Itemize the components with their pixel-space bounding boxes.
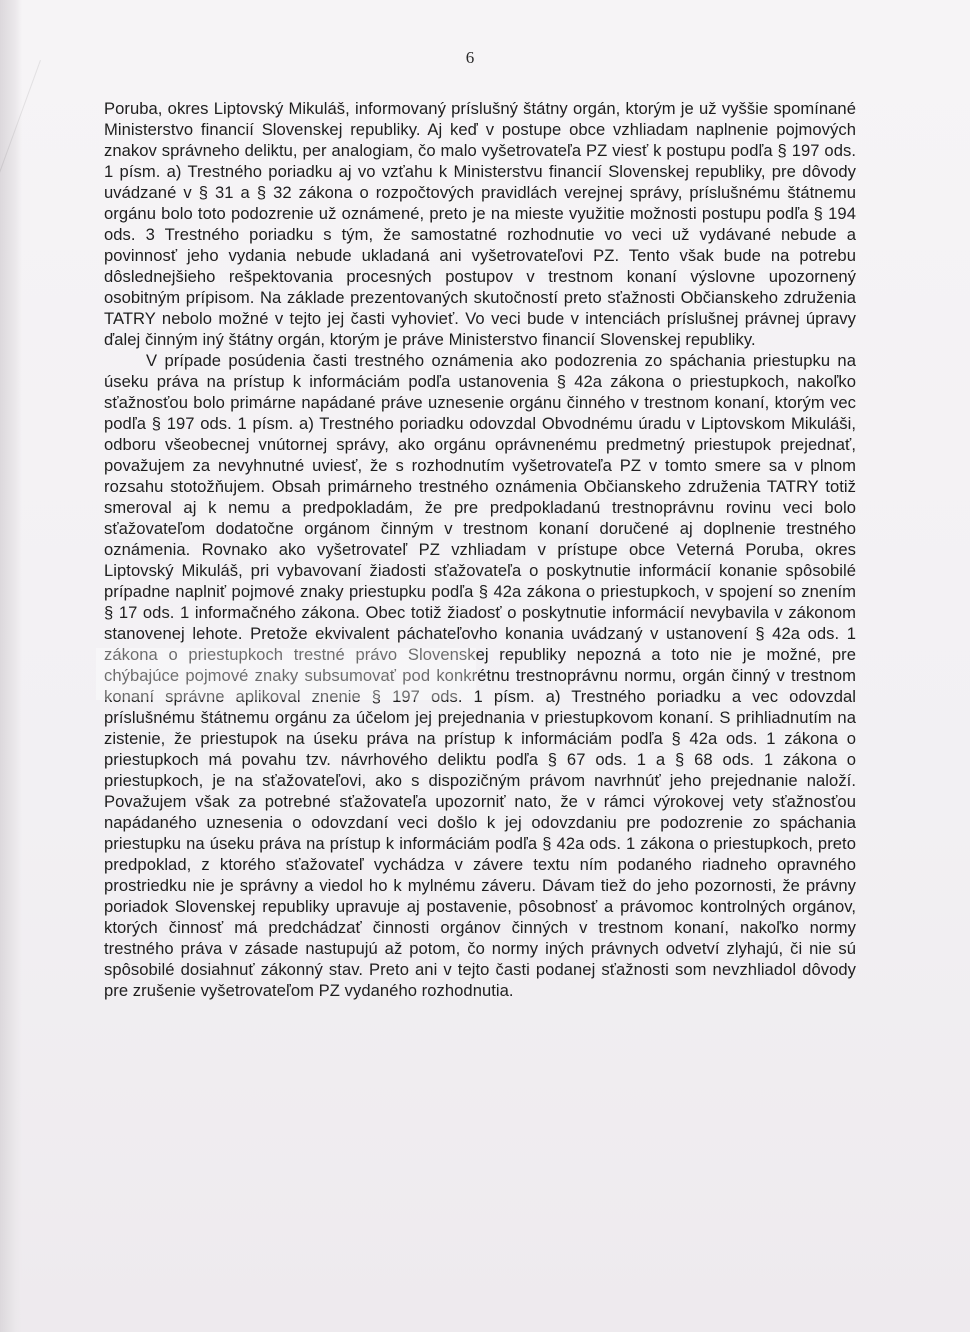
page-number: 6: [465, 48, 475, 67]
paper-edge-shadow: [0, 0, 22, 1332]
paragraph-misdemeanor-assessment: V prípade posúdenia časti trestného oznámenia ako podozrenia zo spáchania priestupku na úseku práva na prístup k informáciám podľa ustanovenia § 42a zákona o priestupkoch, nakoľko sťažnosťou bolo primárne napádané práve uznesenie orgánu činného v trestnom konaní, ktorým vec podľa § 197 ods. 1 písm. a) Trestného poriadku odovzdal Obvodnému úradu v Liptovskom Mikuláši, odboru všeobecnej vnútornej správy, ako orgánu oprávnenému predmetný priestupok prejednať, považujem za nevyhnutné uviesť, že s rozhodnutím vyšetrovateľa PZ v tomto smere sa v plnom rozsahu stotožňujem. Obsah primárneho trestného oznámenia Občianskeho združenia TATRY totiž smeroval aj k nemu a predpokladám, že pre predpokladanú trestnoprávnu rovinu veci bolo sťažovateľom dodatočne orgánom činným v trestnom konaní doručené aj doplnenie trestného oznámenia. Rovnako ako vyšetrovateľ PZ vzhliadam v prístupe obce Veterná Poruba, okres Liptovský Mikuláš, pri vybavovaní žiadosti sťažovateľa o poskytnutie informácií konanie spôsobilé prípadne naplniť pojmové znaky priestupku podľa § 42a zákona o priestupkoch, v spojení so znením § 17 ods. 1 informačného zákona. Obec totiž žiadosť o poskytnutie informácií nevybavila v zákonom stanovenej lehote. Pretože ekvivalent páchateľovho konania uvádzaný v ustanovení § 42a ods. 1 zákona o priestupkoch trestné právo Slovenskej republiky nepozná a toto nie je možné, pre chýbajúce pojmové znaky subsumovať pod konkrétnu trestnoprávnu normu, orgán činný v trestnom konaní správne aplikoval znenie § 197 ods. 1 písm. a) Trestného poriadku a vec odovzdal príslušnému štátnemu orgánu za účelom jej prejednania v priestupkovom konaní. S prihliadnutím na zistenie, že priestupok na úseku práva na prístup k informáciám podľa § 42a ods. 1 zákona o priestupkoch má povahu tzv. návrhového deliktu podľa § 67 ods. 1 a § 68 ods. 1 zákona o priestupkoch, je na sťažovateľovi, ako s dispozičným právom navrhnúť jeho prejednanie naloží. Považujem však za potrebné sťažovateľa upozorniť nato, že v rámci výrokovej vety sťažnosťou napádaného uznesenia o odovzdaní veci došlo k jej odovzdaniu pre podozrenie zo spáchania priestupku na úseku práva na prístup k informáciám podľa § 42a ods. 1 zákona o priestupkoch, preto predpoklad, z ktorého sťažovateľ vychádza v závere textu ním podaného riadneho opravného prostriedku nie je správny a viedol ho k mylnému záveru. Dávam tiež do jeho pozornosti, že právny poriadok Slovenskej republiky upravuje aj postavenie, pôsobnosť a právomoc kontrolných orgánov, ktorých činnosť má predchádzať činnosti orgánov činných v trestnom konaní, nakoľko normy trestného práva v zásade nastupujú až potom, čo normy iných právnych odvetví zlyhajú, či nie sú spôsobilé dosiahnuť zákonný stav. Preto ani v tejto časti podanej sťažnosti som nevzhliadol dôvody pre zrušenie vyšetrovateľom PZ vydaného rozhodnutia.: [104, 351, 856, 1000]
document-body: [104, 98, 856, 1001]
paragraph-continuation: Poruba, okres Liptovský Mikuláš, informovaný príslušný štátny orgán, ktorým je už vyššie spomínané Ministerstvo financií Slovenskej republiky. Aj keď v postupe obce vzhliadam naplnenie pojmových znakov správneho deliktu, per analogiam, čo malo vyšetrovateľa PZ viesť k postupu podľa § 197 ods. 1 písm. a) Trestného poriadku aj vo vzťahu k Ministerstvu financií Slovenskej republiky, pre dôvody uvádzané v § 31 a § 32 zákona o rozpočtových pravidlách verejnej správy, príslušnému štátnemu orgánu bolo toto podozrenie už oznámené, preto je na mieste využitie možnosti postupu podľa § 194 ods. 3 Trestného poriadku s tým, že samostatné rozhodnutie vo veci už vydávané nebude a povinnosť jeho vydania nebude ukladaná ani vyšetrovateľovi PZ. Tento však bude na potrebu dôslednejšieho rešpektovania procesných postupov v trestnom konaní výslovne upozornený osobitným prípisom. Na základe prezentovaných skutočností preto sťažnosti Občianskeho združenia TATRY nebolo možné v tejto jej časti vyhovieť. Vo veci bude v intenciách príslušnej právnej úpravy ďalej činným iný štátny orgán, ktorým je práve Ministerstvo financií Slovenskej republiky.: [104, 99, 856, 349]
